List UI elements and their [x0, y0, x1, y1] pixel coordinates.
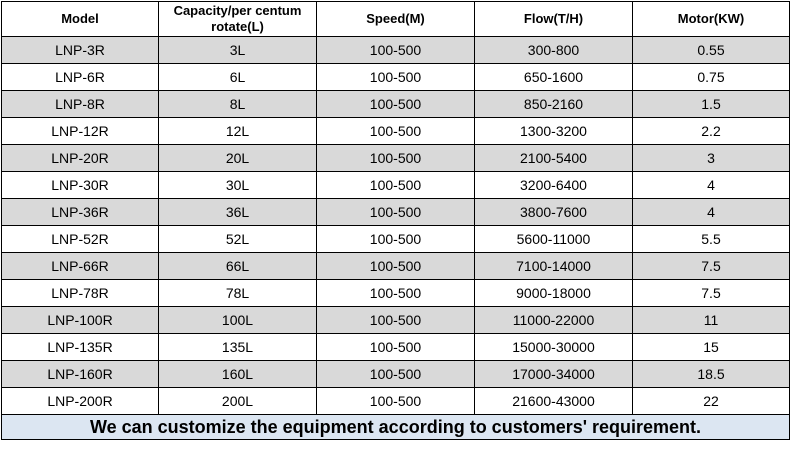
customization-note: We can customize the equipment according to customers' requirement. [2, 415, 790, 440]
cell-speed: 100-500 [317, 307, 475, 334]
table-row [2, 226, 790, 253]
cell-motor: 4 [633, 172, 790, 199]
cell-speed: 100-500 [317, 199, 475, 226]
cell-flow: 7100-14000 [475, 253, 633, 280]
cell-motor: 7.5 [633, 253, 790, 280]
cell-flow: 2100-5400 [475, 145, 633, 172]
cell-model: LNP-30R [2, 172, 159, 199]
cell-flow: 5600-11000 [475, 226, 633, 253]
cell-model: LNP-66R [2, 253, 159, 280]
cell-capacity: 36L [159, 199, 317, 226]
cell-flow: 17000-34000 [475, 361, 633, 388]
cell-flow: 21600-43000 [475, 388, 633, 415]
footer-row [2, 415, 790, 440]
cell-capacity: 160L [159, 361, 317, 388]
cell-model: LNP-100R [2, 307, 159, 334]
cell-capacity: 52L [159, 226, 317, 253]
table-row [2, 253, 790, 280]
table-row [2, 334, 790, 361]
cell-capacity: 200L [159, 388, 317, 415]
cell-motor: 4 [633, 199, 790, 226]
cell-flow: 9000-18000 [475, 280, 633, 307]
cell-speed: 100-500 [317, 334, 475, 361]
cell-model: LNP-8R [2, 91, 159, 118]
header-model: Model [2, 2, 159, 37]
table-row [2, 118, 790, 145]
header-flow: Flow(T/H) [475, 2, 633, 37]
table-row [2, 64, 790, 91]
cell-motor: 7.5 [633, 280, 790, 307]
cell-model: LNP-135R [2, 334, 159, 361]
table-row [2, 172, 790, 199]
header-capacity: Capacity/per centum rotate(L) [159, 2, 317, 37]
cell-capacity: 66L [159, 253, 317, 280]
cell-model: LNP-200R [2, 388, 159, 415]
cell-motor: 3 [633, 145, 790, 172]
cell-speed: 100-500 [317, 226, 475, 253]
cell-capacity: 6L [159, 64, 317, 91]
table-row [2, 307, 790, 334]
table-body [2, 37, 790, 415]
cell-model: LNP-36R [2, 199, 159, 226]
table-row [2, 280, 790, 307]
cell-motor: 0.55 [633, 37, 790, 64]
cell-model: LNP-6R [2, 64, 159, 91]
cell-speed: 100-500 [317, 253, 475, 280]
header-row [2, 2, 790, 37]
cell-speed: 100-500 [317, 118, 475, 145]
cell-model: LNP-160R [2, 361, 159, 388]
spec-table [1, 1, 790, 440]
cell-capacity: 12L [159, 118, 317, 145]
cell-capacity: 20L [159, 145, 317, 172]
cell-speed: 100-500 [317, 145, 475, 172]
header-speed: Speed(M) [317, 2, 475, 37]
cell-speed: 100-500 [317, 172, 475, 199]
cell-speed: 100-500 [317, 280, 475, 307]
cell-model: LNP-12R [2, 118, 159, 145]
cell-flow: 11000-22000 [475, 307, 633, 334]
cell-flow: 650-1600 [475, 64, 633, 91]
table-row [2, 91, 790, 118]
cell-motor: 0.75 [633, 64, 790, 91]
cell-motor: 5.5 [633, 226, 790, 253]
cell-motor: 22 [633, 388, 790, 415]
cell-capacity: 30L [159, 172, 317, 199]
cell-flow: 1300-3200 [475, 118, 633, 145]
table-row [2, 37, 790, 64]
cell-capacity: 135L [159, 334, 317, 361]
cell-speed: 100-500 [317, 64, 475, 91]
cell-speed: 100-500 [317, 388, 475, 415]
cell-flow: 15000-30000 [475, 334, 633, 361]
cell-flow: 850-2160 [475, 91, 633, 118]
cell-capacity: 8L [159, 91, 317, 118]
cell-model: LNP-52R [2, 226, 159, 253]
table-row [2, 361, 790, 388]
cell-flow: 300-800 [475, 37, 633, 64]
cell-motor: 2.2 [633, 118, 790, 145]
cell-flow: 3800-7600 [475, 199, 633, 226]
cell-capacity: 78L [159, 280, 317, 307]
cell-motor: 15 [633, 334, 790, 361]
cell-motor: 11 [633, 307, 790, 334]
table-row [2, 388, 790, 415]
cell-speed: 100-500 [317, 37, 475, 64]
cell-motor: 18.5 [633, 361, 790, 388]
cell-flow: 3200-6400 [475, 172, 633, 199]
cell-model: LNP-78R [2, 280, 159, 307]
cell-motor: 1.5 [633, 91, 790, 118]
cell-model: LNP-3R [2, 37, 159, 64]
cell-capacity: 3L [159, 37, 317, 64]
cell-capacity: 100L [159, 307, 317, 334]
table-row [2, 145, 790, 172]
cell-speed: 100-500 [317, 361, 475, 388]
header-motor: Motor(KW) [633, 2, 790, 37]
cell-speed: 100-500 [317, 91, 475, 118]
cell-model: LNP-20R [2, 145, 159, 172]
table-row [2, 199, 790, 226]
